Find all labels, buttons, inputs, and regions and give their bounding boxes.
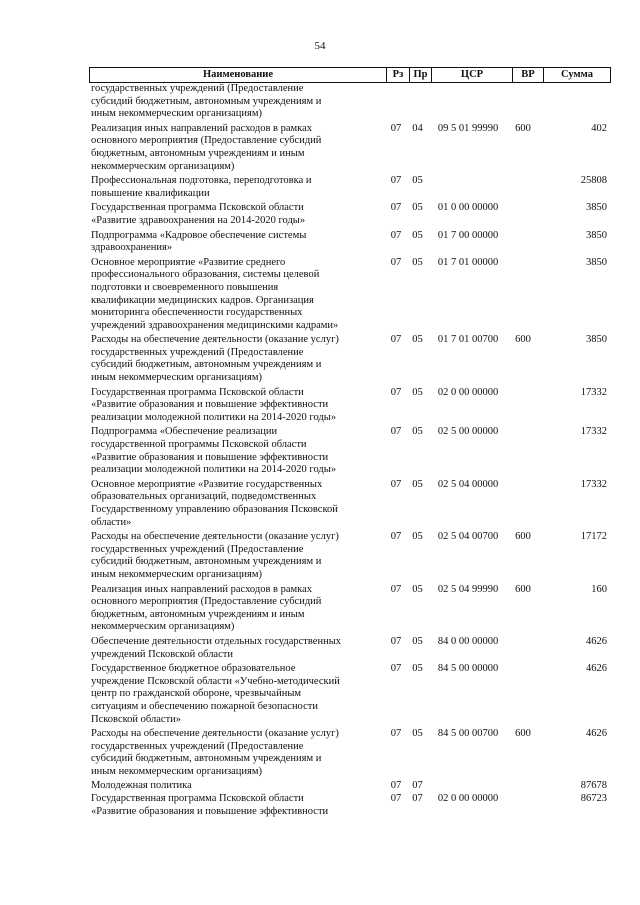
row-name-line: Реализация иных направлений расходов в рамках: [91, 122, 313, 134]
table-row: [89, 636, 611, 661]
page-number: 54: [314, 40, 326, 52]
row-name: [89, 793, 385, 818]
row-name-line: Государственная программа Псковской области: [91, 386, 304, 398]
row-name-line: государственных учреждений (Предоставление: [91, 83, 304, 94]
row-name-line: Обеспечение деятельности отдельных государственных: [91, 635, 341, 647]
row-name-line: области»: [91, 516, 132, 528]
header-vr: ВР: [512, 68, 543, 82]
row-csr: 02 0 00 00000: [437, 386, 499, 398]
row-name-line: «Развитие здравоохранения на 2014-2020 годы»: [91, 214, 306, 226]
table-row: [89, 793, 611, 818]
row-rz: 07: [390, 426, 402, 438]
row-sum: 87678: [580, 780, 607, 792]
row-sum: 17332: [580, 478, 607, 490]
row-pr: 05: [412, 583, 423, 595]
table-row: [89, 426, 611, 476]
row-sum: 402: [591, 122, 607, 134]
header-csr: ЦСР: [431, 68, 512, 82]
row-csr: 01 7 01 00000: [437, 256, 499, 268]
row-name-line: субсидий бюджетным, автономным учреждениям и: [91, 95, 322, 107]
row-sum: 86723: [580, 793, 607, 805]
row-pr: 05: [412, 202, 423, 214]
row-sum: 17332: [580, 386, 607, 398]
row-name: [89, 663, 385, 726]
row-name-line: Основное мероприятие «Развитие среднего: [91, 256, 286, 268]
row-name: [89, 728, 385, 778]
row-name: [89, 175, 385, 200]
row-rz: 07: [390, 175, 402, 187]
row-rz: 07: [390, 728, 402, 740]
row-rz: 07: [390, 635, 402, 647]
row-vr: [508, 202, 538, 227]
row-name-line: Реализация иных направлений расходов в рамках: [91, 583, 313, 595]
table-row: [89, 334, 611, 384]
table-header: [89, 67, 611, 83]
row-vr: 600: [515, 334, 531, 346]
row-rz: 07: [390, 122, 402, 134]
row-csr: [428, 175, 508, 200]
row-name-line: Расходы на обеспечение деятельности (оказание услуг): [91, 728, 339, 740]
row-name-line: иным некоммерческим организациям): [91, 108, 262, 120]
row-name-line: бюджетным, автономным учреждениям и иным: [91, 147, 305, 159]
table-row: [89, 202, 611, 227]
row-vr: [508, 387, 538, 425]
row-name-line: «Развитие образования и повышение эффективности: [91, 805, 329, 817]
row-rz: 07: [390, 793, 402, 805]
row-vr: 600: [515, 531, 531, 543]
row-name-line: учреждений Псковской области: [91, 648, 233, 660]
row-rz: 07: [390, 663, 402, 675]
row-csr: 02 5 04 99990: [437, 583, 499, 595]
row-name-line: Профессиональная подготовка, переподготовка и: [91, 175, 312, 187]
row-name-line: Основное мероприятие «Развитие государственных: [91, 478, 323, 490]
row-name-line: иным некоммерческим организациям): [91, 765, 262, 777]
table-row: [89, 728, 611, 778]
row-sum: 17332: [580, 426, 607, 438]
row-vr: 600: [515, 728, 531, 740]
row-name-line: подготовки и своевременного повышения: [91, 281, 279, 293]
row-sum: 3850: [586, 229, 607, 241]
row-pr: 05: [412, 663, 423, 675]
row-csr: [428, 780, 508, 793]
row-name-line: субсидий бюджетным, автономным учреждениям и: [91, 359, 322, 371]
row-name-line: квалификации медицинских кадров. Организация: [91, 294, 314, 306]
row-vr: [508, 793, 538, 818]
row-csr: 84 5 00 00700: [437, 728, 499, 740]
header-name: Наименование: [203, 69, 273, 80]
row-sum: 3850: [586, 334, 607, 346]
table-row: [89, 257, 611, 333]
row-name-line: Псковской области»: [91, 713, 182, 725]
row-name: [89, 202, 385, 227]
row-name: [89, 426, 385, 476]
row-name-line: Расходы на обеспечение деятельности (оказание услуг): [91, 334, 339, 346]
row-name: [89, 531, 385, 581]
row-name-line: ситуациям и обеспечению пожарной безопасности: [91, 700, 318, 712]
row-vr: [508, 83, 538, 121]
row-name-line: бюджетным, автономным учреждениям и иным: [91, 608, 305, 620]
table-row: [89, 780, 611, 793]
row-name-line: Молодежная политика: [91, 780, 192, 792]
row-name-line: повышение квалификации: [91, 187, 210, 199]
row-vr: [508, 175, 538, 200]
row-name-line: центр по гражданской обороне, чрезвычайным: [91, 688, 302, 700]
row-name: [89, 334, 385, 384]
row-sum: [538, 83, 611, 121]
row-name: [89, 780, 385, 793]
row-name-line: Государственное бюджетное образовательное: [91, 663, 296, 675]
row-vr: [508, 230, 538, 255]
row-name-line: Государственному управлению образования Псковской: [91, 504, 338, 515]
row-pr: 05: [412, 229, 423, 241]
row-name-line: мониторинга обеспеченности государственных: [91, 307, 303, 319]
table-row: [89, 663, 611, 726]
row-name-line: некоммерческим организациям): [91, 160, 235, 172]
row-name: [89, 83, 385, 121]
row-name-line: иным некоммерческим организациям): [91, 372, 262, 384]
row-csr: 01 7 01 00700: [437, 334, 499, 346]
row-csr: 84 5 00 00000: [437, 663, 499, 675]
row-sum: 25808: [580, 175, 607, 187]
row-rz: 07: [390, 386, 402, 398]
row-name-line: учреждений здравоохранения медицинскими кадрами»: [91, 319, 339, 331]
table-row: [89, 175, 611, 200]
row-sum: 4626: [586, 728, 607, 740]
table-row: [89, 479, 611, 529]
row-name-line: «Развитие образования и повышение эффективности: [91, 451, 329, 463]
row-sum: 3850: [586, 256, 607, 268]
row-name-line: государственных учреждений (Предоставление: [91, 346, 304, 358]
row-vr: [508, 780, 538, 793]
row-name-line: основного мероприятия (Предоставление субсидий: [91, 596, 322, 608]
row-sum: 160: [591, 583, 607, 595]
row-pr: 04: [412, 122, 423, 134]
header-pr: Пр: [409, 68, 431, 82]
table-row: [89, 230, 611, 255]
header-rz: Рз: [386, 68, 409, 82]
row-rz: 07: [390, 531, 402, 543]
row-name: [89, 257, 385, 333]
table-row: [89, 531, 611, 581]
row-name-line: некоммерческим организациям): [91, 621, 235, 633]
table-row: [89, 584, 611, 634]
row-name-line: Подпрограмма «Обеспечение реализации: [91, 426, 278, 438]
header-sum: Сумма: [543, 68, 610, 82]
row-vr: [508, 257, 538, 333]
row-vr: [508, 479, 538, 529]
row-rz: [385, 83, 407, 121]
row-name-line: государственной программы Псковской области: [91, 439, 307, 451]
row-name: [89, 387, 385, 425]
row-name-line: государственных учреждений (Предоставление: [91, 740, 304, 752]
row-rz: 07: [390, 334, 402, 346]
row-name: [89, 584, 385, 634]
row-pr: 05: [412, 531, 423, 543]
row-pr: 05: [412, 386, 423, 398]
table-row: [89, 123, 611, 173]
row-name: [89, 636, 385, 661]
row-pr: 05: [412, 426, 423, 438]
row-csr: 02 5 04 00000: [437, 478, 499, 490]
row-pr: 07: [412, 780, 423, 792]
row-csr: 02 5 00 00000: [437, 426, 499, 438]
row-pr: 05: [412, 334, 423, 346]
row-csr: [428, 83, 508, 121]
row-name-line: реализации молодежной политики на 2014-2020 годы»: [91, 411, 337, 423]
row-csr: 09 5 01 99990: [437, 122, 499, 134]
row-pr: 05: [412, 256, 423, 268]
row-name-line: Государственная программа Псковской области: [91, 793, 304, 805]
row-pr: 05: [412, 478, 423, 490]
row-csr: 01 0 00 00000: [437, 202, 499, 214]
row-name-line: «Развитие образования и повышение эффективности: [91, 399, 329, 411]
row-pr: [407, 83, 428, 121]
row-sum: 4626: [586, 663, 607, 675]
row-csr: 84 0 00 00000: [437, 635, 499, 647]
row-sum: 3850: [586, 202, 607, 214]
row-pr: 05: [412, 728, 423, 740]
row-name-line: Государственная программа Псковской области: [91, 202, 304, 214]
row-pr: 05: [412, 175, 423, 187]
budget-table: [89, 67, 611, 818]
row-name-line: Расходы на обеспечение деятельности (оказание услуг): [91, 531, 339, 543]
row-rz: 07: [390, 256, 402, 268]
row-rz: 07: [390, 229, 402, 241]
row-name: [89, 230, 385, 255]
row-name-line: реализации молодежной политики на 2014-2020 годы»: [91, 464, 337, 476]
row-csr: 02 5 04 00700: [437, 531, 499, 543]
row-name-line: учреждение Псковской области «Учебно-методический: [91, 675, 340, 687]
row-csr: 01 7 00 00000: [437, 229, 499, 241]
row-name-line: государственных учреждений (Предоставление: [91, 543, 304, 555]
row-sum: 17172: [580, 531, 607, 543]
table-body: [89, 83, 611, 818]
row-name-line: образовательных организаций, подведомственных: [91, 491, 317, 503]
row-rz: 07: [390, 478, 402, 490]
row-vr: 600: [515, 583, 531, 595]
row-csr: 02 0 00 00000: [437, 793, 499, 805]
row-rz: 07: [390, 583, 402, 595]
table-row: [89, 83, 611, 121]
row-name-line: иным некоммерческим организациям): [91, 568, 262, 580]
row-name-line: Подпрограмма «Кадровое обеспечение системы: [91, 229, 307, 241]
row-name-line: основного мероприятия (Предоставление субсидий: [91, 135, 322, 147]
row-name: [89, 479, 385, 529]
row-rz: 07: [390, 780, 402, 792]
row-vr: [508, 663, 538, 726]
row-rz: 07: [390, 202, 402, 214]
row-pr: 05: [412, 635, 423, 647]
row-pr: 07: [412, 793, 423, 805]
row-name-line: субсидий бюджетным, автономным учреждениям и: [91, 753, 322, 765]
row-name-line: субсидий бюджетным, автономным учреждениям и: [91, 556, 322, 568]
row-vr: [508, 426, 538, 476]
row-name: [89, 123, 385, 173]
row-name-line: профессионального образования, системы целевой: [91, 269, 320, 281]
row-vr: [508, 636, 538, 661]
row-vr: 600: [515, 122, 531, 134]
row-name-line: здравоохранения»: [91, 242, 173, 254]
row-sum: 4626: [586, 635, 607, 647]
table-row: [89, 387, 611, 425]
